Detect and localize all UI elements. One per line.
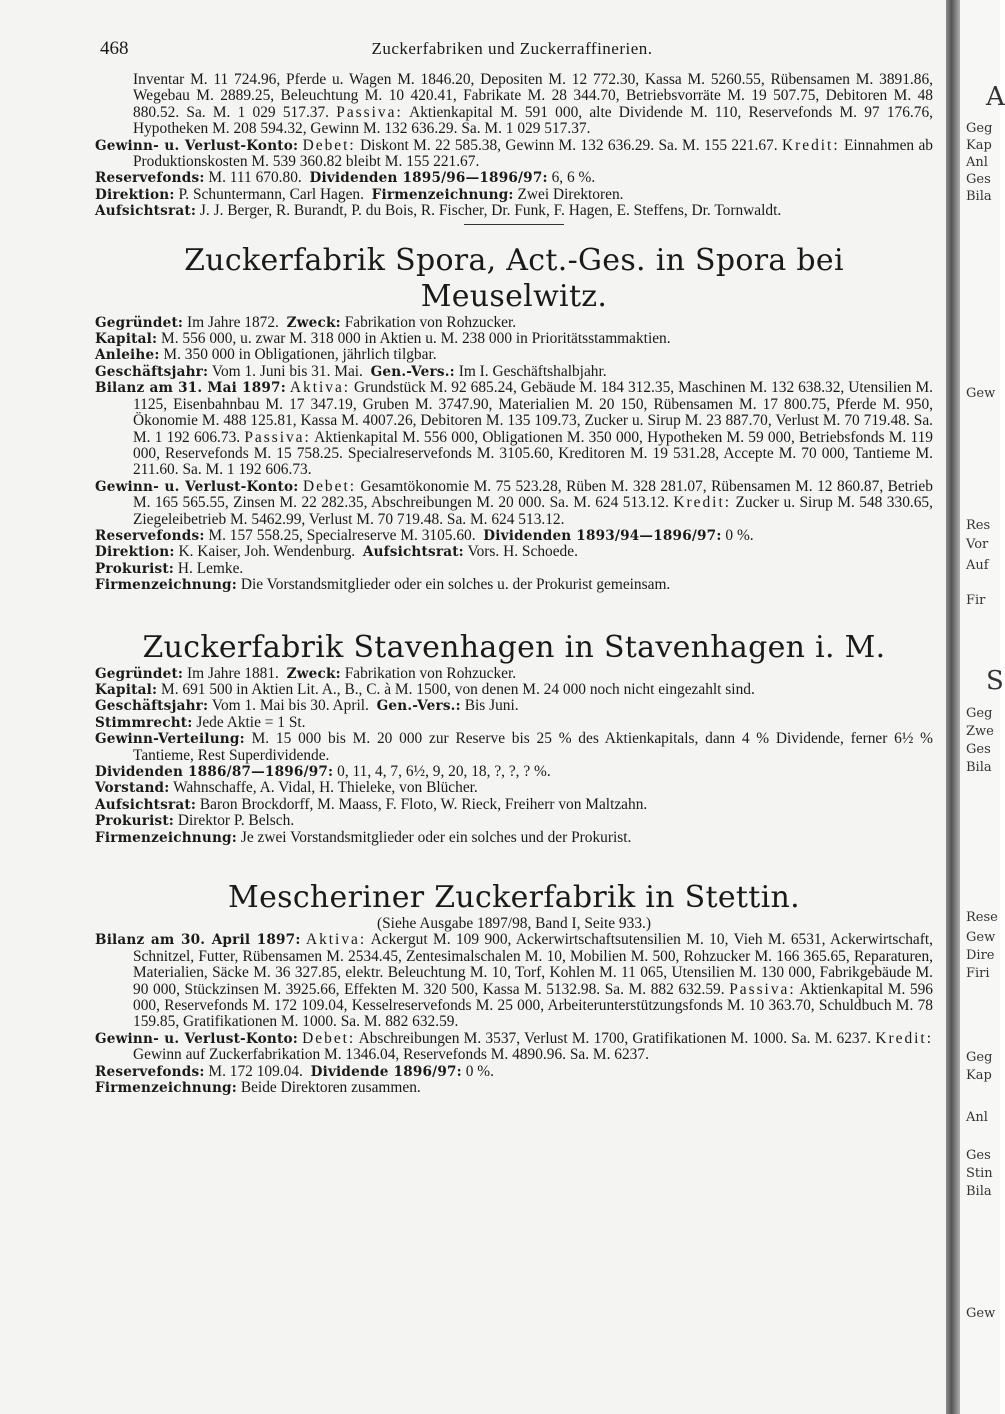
gewinn-verteilung-line: Gewinn-Verteilung: M. 15 000 bis M. 20 000 zur Reserve bis 25 % des Aktienkapitals, dann 4 % Dividende, ferner 6½ % Tantieme, Rest Superdividende. bbox=[95, 730, 933, 764]
gegruendet-line: Gegründet: Im Jahre 1881. Zweck: Fabrikation von Rohzucker. bbox=[95, 664, 517, 682]
next-page-fragment: Geg bbox=[966, 1050, 993, 1065]
next-page-fragment: Ges bbox=[966, 172, 991, 187]
stimmrecht-line: Stimmrecht: Jede Aktie = 1 St. bbox=[95, 713, 306, 731]
next-page-fragment: Ges bbox=[966, 1148, 991, 1163]
next-page-fragment: Ges bbox=[966, 742, 991, 757]
next-page-fragment: Rese bbox=[966, 910, 998, 925]
book-gutter bbox=[946, 0, 960, 1414]
next-page-fragment: Kap bbox=[966, 138, 992, 153]
reserve-dividend-line: Reservefonds: M. 157 558.25, Specialreserve M. 3105.60. Dividenden 1893/94—1896/97: 0 %. bbox=[95, 526, 754, 544]
next-page-fragment: Gew bbox=[966, 386, 996, 401]
next-page-fragment: Gew bbox=[966, 930, 996, 945]
next-page-fragment: Bila bbox=[966, 1184, 992, 1199]
next-page-fragment: Geg bbox=[966, 121, 993, 136]
entry-mescherin bbox=[95, 880, 933, 1096]
entry-stavenhagen bbox=[95, 630, 933, 846]
aufsichtsrat-line: Aufsichtsrat: Baron Brockdorff, M. Maass, F. Floto, W. Rieck, Freiherr von Maltzahn. bbox=[95, 795, 648, 813]
aufsichtsrat-line: Aufsichtsrat: J. J. Berger, R. Burandt, P. du Bois, R. Fischer, Dr. Funk, F. Hagen, E. Steffens, Dr. Tornwaldt. bbox=[95, 202, 782, 220]
next-page-fragment: Anl bbox=[966, 1110, 988, 1125]
guv-entry: Gewinn- u. Verlust-Konto: Debet: Abschreibungen M. 3537, Verlust M. 1700, Gratifikationen M. 1000. Sa. M. 6237. Kredit: Gewinn auf Zuckerfabrikation M. 1346.04, Reservefonds M. 4890.96. Sa. M. 6237. bbox=[95, 1029, 933, 1064]
next-page-fragment: Dire bbox=[966, 948, 995, 963]
next-page-fragment: Gew bbox=[966, 1306, 996, 1321]
prokurist-line: Prokurist: H. Lemke. bbox=[95, 559, 244, 577]
bilanz-entry: Bilanz am 31. Mai 1897: Aktiva: Grundstück M. 92 685.24, Gebäude M. 184 312.35, Maschinen M. 132 638.32, Utensilien M. 1125, Eisenbahnbau M. 17 347.19, Gruben M. 3747.90, Materialien M. 20 150, Rübensamen M. 17 800.75, Pferde M. 950, Ökonomie M. 488 125.81, Kassa M. 4007.26, Debitoren M. 135 109.73, Zucker u. Sirup M. 23 887.70, Verlust M. 70 719.48. Sa. M. 1 192 606.73. Passiva: Aktienkapital M. 556 000, Obligationen M. 350 000, Hypotheken M. 59 000, Betriebsfonds M. 119 000, Reservefonds M. 15 758.25. Specialreservefonds M. 3105.60, Kreditoren M. 19 531.28, Accepte M. 70 000, Tantieme M. 211.60. Sa. M. 1 192 606.73. bbox=[95, 379, 933, 479]
firmenzeichnung-line: Firmenzeichnung: Je zwei Vorstandsmitglieder oder ein solches und der Prokurist. bbox=[95, 828, 632, 846]
next-page-fragment: S bbox=[986, 666, 1004, 696]
adjacent-page-edge bbox=[960, 0, 1005, 1414]
vorstand-line: Vorstand: Wahnschaffe, A. Vidal, H. Thieleke, von Blücher. bbox=[95, 779, 478, 797]
reserve-dividend-line: Reservefonds: M. 172 109.04. Dividende 1896/97: 0 %. bbox=[95, 1062, 494, 1080]
next-page-fragment: Anl bbox=[966, 155, 988, 170]
text-column bbox=[95, 72, 933, 1097]
entry-spora bbox=[95, 243, 933, 594]
next-page-fragment: Fir bbox=[966, 593, 986, 608]
geschaeftsjahr-line: Geschäftsjahr: Vom 1. Mai bis 30. April. Gen.-Vers.: Bis Juni. bbox=[95, 697, 519, 715]
guv-entry: Gewinn- u. Verlust-Konto: Debet: Diskont M. 22 585.38, Gewinn M. 132 636.29. Sa. M. 155 221.67. Kredit: Einnahmen ab Produktionskosten M. 539 360.82 bleibt M. 155 221.67. bbox=[95, 136, 933, 171]
previous-entry-continuation bbox=[95, 72, 933, 225]
next-page-fragment: Firi bbox=[966, 966, 990, 981]
page-number: 468 bbox=[100, 38, 129, 59]
gegruendet-line: Gegründet: Im Jahre 1872. Zweck: Fabrikation von Rohzucker. bbox=[95, 313, 517, 331]
entry-title: Zuckerfabrik Spora, Act.-Ges. in Spora bei Meuselwitz. bbox=[184, 242, 844, 314]
page-header bbox=[92, 38, 932, 62]
firmenzeichnung-line: Firmenzeichnung: Die Vorstandsmitglieder oder ein solches u. der Prokurist gemeinsam. bbox=[95, 576, 671, 594]
guv-entry: Gewinn- u. Verlust-Konto: Debet: Gesamtökonomie M. 75 523.28, Rüben M. 328 281.07, Rübensamen M. 12 860.87, Betrieb M. 165 565.55, Zinsen M. 22 282.35, Abschreibungen M. 20 000. Sa. M. 624 513.12. Kredit: Zucker u. Sirup M. 548 330.65, Ziegeleibetrieb M. 5462.99, Verlust M. 70 719.48. Sa. M. 624 513.12. bbox=[95, 477, 933, 528]
geschaeftsjahr-line: Geschäftsjahr: Vom 1. Juni bis 31. Mai. Gen.-Vers.: Im I. Geschäftshalbjahr. bbox=[95, 362, 607, 380]
direktion-line: Direktion: K. Kaiser, Joh. Wendenburg. Aufsichtsrat: Vors. H. Schoede. bbox=[95, 543, 578, 561]
entry-title: Mescheriner Zuckerfabrik in Stettin. bbox=[228, 880, 800, 916]
next-page-fragment: Bila bbox=[966, 760, 992, 775]
entry-title: Zuckerfabrik Stavenhagen in Stavenhagen i. M. bbox=[142, 629, 886, 665]
next-page-fragment: Kap bbox=[966, 1068, 992, 1083]
next-page-fragment: Geg bbox=[966, 706, 993, 721]
anleihe-line: Anleihe: M. 350 000 in Obligationen, jährlich tilgbar. bbox=[95, 346, 437, 364]
next-page-fragment: Auf bbox=[966, 558, 989, 573]
next-page-fragment: Vor bbox=[966, 537, 989, 552]
next-page-fragment: Zwe bbox=[966, 724, 994, 739]
prokurist-line: Prokurist: Direktor P. Belsch. bbox=[95, 812, 295, 830]
kapital-line: Kapital: M. 556 000, u. zwar M. 318 000 in Aktien u. M. 238 000 in Prioritätsstammaktien. bbox=[95, 330, 671, 348]
next-page-fragment: Bila bbox=[966, 189, 992, 204]
entry-subtitle: (Siehe Ausgabe 1897/98, Band I, Seite 933.) bbox=[377, 915, 651, 933]
next-page-fragment: Res bbox=[966, 518, 991, 533]
next-page-fragment: Stin bbox=[966, 1166, 993, 1181]
reserve-dividend-line: Reservefonds: M. 111 670.80. Dividenden 1895/96—1896/97: 6, 6 %. bbox=[95, 169, 596, 187]
kapital-line: Kapital: M. 691 500 in Aktien Lit. A., B., C. à M. 1500, von denen M. 24 000 noch nicht eingezahlt sind. bbox=[95, 680, 755, 698]
activa-continuation: Inventar M. 11 724.96, Pferde u. Wagen M. 1846.20, Depositen M. 12 772.30, Kassa M. 5260.55, Rübensamen M. 3891.86, Wegebau M. 2889.25, Beleuchtung M. 10 420.41, Fabrikate M. 28 344.70, Betriebsvorräte M. 19 507.75, Debitoren M. 48 880.52. Sa. M. 1 029 517.37. Passiva: Aktienkapital M. 591 000, alte Dividende M. 110, Reservefonds M. 97 176.76, Hypotheken M. 208 594.32, Gewinn M. 132 636.29. Sa. M. 1 029 517.37. bbox=[133, 71, 934, 138]
running-title: Zuckerfabriken und Zuckerraffinerien. bbox=[371, 39, 653, 58]
firmenzeichnung-line: Firmenzeichnung: Beide Direktoren zusammen. bbox=[95, 1079, 421, 1097]
next-page-fragment: A bbox=[986, 82, 1005, 112]
direktion-line: Direktion: P. Schuntermann, Carl Hagen. Firmenzeichnung: Zwei Direktoren. bbox=[95, 185, 624, 203]
dividenden-line: Dividenden 1886/87—1896/97: 0, 11, 4, 7, 6½, 9, 20, 18, ?, ?, ? %. bbox=[95, 763, 551, 780]
bilanz-entry: Bilanz am 30. April 1897: Aktiva: Ackergut M. 109 900, Ackerwirtschaftsutensilien M. 10, Vieh M. 6531, Ackerwirtschaft, Schnitzel, Futter, Rübensamen M. 2534.45, Zentesimalschalen M. 10, Mobilien M. 500, Rohzucker M. 166 365.65, Reparaturen, Materialien, Säcke M. 36 327.85, elektr. Beleuchtung M. 10, Torf, Kohlen M. 11 065, Utensilien M. 130 000, Fabrikgebäude M. 90 000, Stückzinsen M. 3925.66, Effekten M. 320 500, Kassa M. 5132.98. Sa. M. 882 632.59. Passiva: Aktienkapital M. 596 000, Reservefonds M. 172 109.04, Kesselreservefonds M. 25 000, Arbeiterunterstützungsfonds M. 10 363.70, Schuldbuch M. 78 159.85, Gratifikationen M. 1000. Sa. M. 882 632.59. bbox=[95, 931, 933, 1031]
